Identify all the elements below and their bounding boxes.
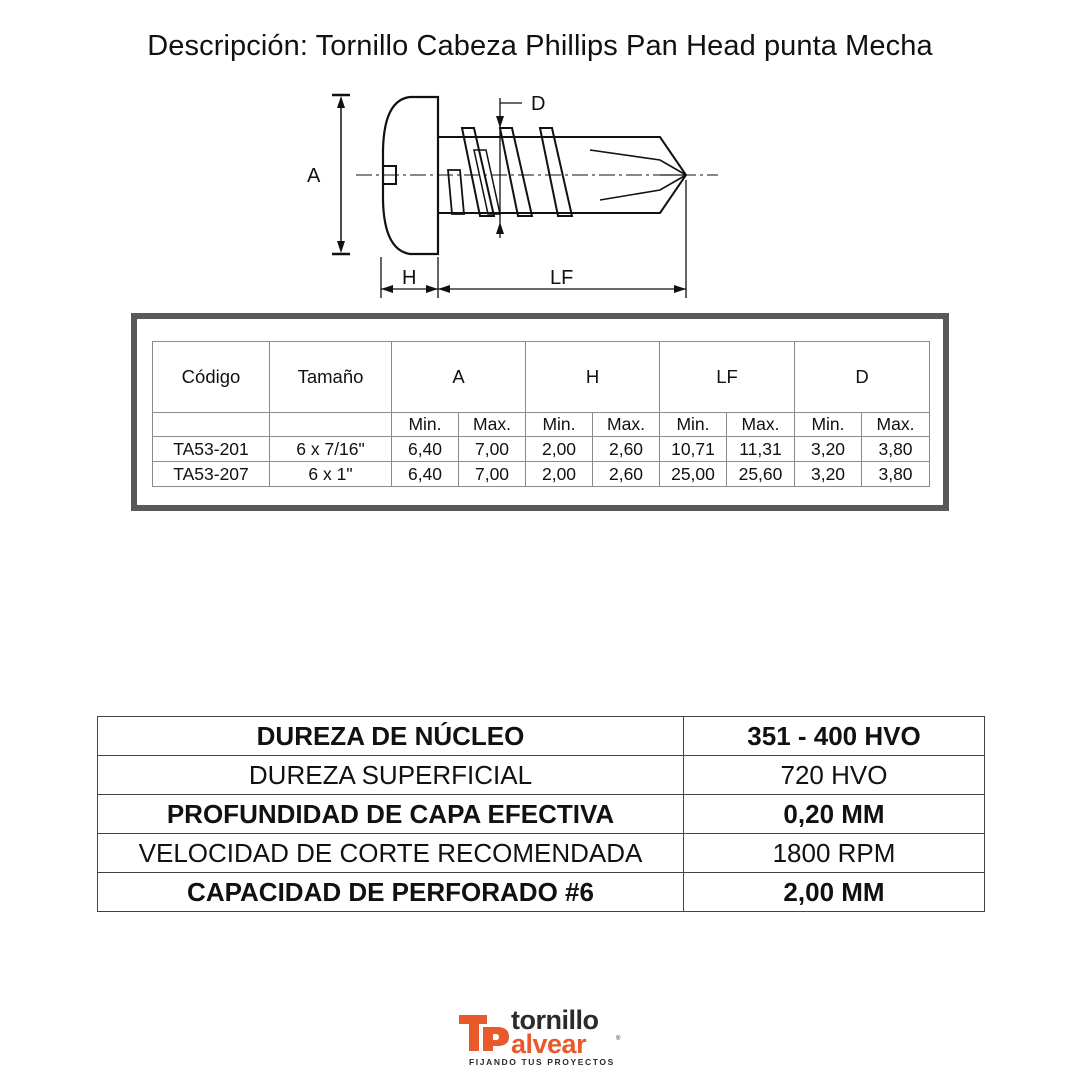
- table-cell: 6,40: [392, 462, 459, 487]
- subheader-cell: Max.: [459, 413, 526, 437]
- properties-table: [97, 716, 985, 912]
- table-cell: 2,00: [526, 437, 593, 462]
- header-h: H: [526, 342, 660, 413]
- table-cell: 11,31: [727, 437, 795, 462]
- dim-label-d: D: [531, 93, 546, 115]
- spec-table: [152, 341, 930, 487]
- header-lf: LF: [660, 342, 795, 413]
- dim-label-lf: LF: [550, 267, 574, 289]
- property-row: [98, 717, 985, 756]
- property-label: DUREZA DE NÚCLEO: [98, 717, 684, 756]
- subheader-cell: Max.: [593, 413, 660, 437]
- subheader-cell: Min.: [795, 413, 862, 437]
- property-label: CAPACIDAD DE PERFORADO #6: [98, 873, 684, 912]
- subheader-cell: Min.: [526, 413, 593, 437]
- property-label: DUREZA SUPERFICIAL: [98, 756, 684, 795]
- subheader-cell: Min.: [392, 413, 459, 437]
- property-row: [98, 873, 985, 912]
- table-cell: 3,20: [795, 462, 862, 487]
- property-label: VELOCIDAD DE CORTE RECOMENDADA: [98, 834, 684, 873]
- spec-subheader-row: [153, 413, 930, 437]
- table-cell: TA53-207: [153, 462, 270, 487]
- logo-registered-mark: ®: [616, 1036, 621, 1042]
- property-value: 0,20 MM: [684, 795, 985, 834]
- logo-mark-icon: [457, 1013, 513, 1055]
- table-row: [153, 462, 930, 487]
- dim-label-a: A: [307, 165, 321, 187]
- header-d: D: [795, 342, 930, 413]
- table-cell: 2,00: [526, 462, 593, 487]
- table-cell: 25,60: [727, 462, 795, 487]
- property-value: 351 - 400 HVO: [684, 717, 985, 756]
- table-cell: 3,20: [795, 437, 862, 462]
- table-cell: 3,80: [862, 462, 930, 487]
- property-row: [98, 756, 985, 795]
- screw-drawing: [290, 85, 730, 300]
- table-cell: 25,00: [660, 462, 727, 487]
- table-cell: 3,80: [862, 437, 930, 462]
- table-cell: 10,71: [660, 437, 727, 462]
- logo-word-alvear: alvear: [511, 1029, 587, 1059]
- header-tamano: Tamaño: [270, 342, 392, 413]
- dim-label-h: H: [402, 267, 417, 289]
- property-row: [98, 795, 985, 834]
- subheader-cell: Max.: [727, 413, 795, 437]
- subheader-cell: Min.: [660, 413, 727, 437]
- table-cell: 2,60: [593, 462, 660, 487]
- table-cell: 7,00: [459, 437, 526, 462]
- table-cell: 6 x 1": [270, 462, 392, 487]
- table-cell: 7,00: [459, 462, 526, 487]
- logo-word-tornillo: tornillo: [511, 1005, 599, 1035]
- property-value: 720 HVO: [684, 756, 985, 795]
- logo-tagline: FIJANDO TUS PROYECTOS: [469, 1057, 615, 1067]
- page-title: Descripción: Tornillo Cabeza Phillips Pan Head punta Mecha: [147, 30, 933, 62]
- property-label: PROFUNDIDAD DE CAPA EFECTIVA: [98, 795, 684, 834]
- table-row: [153, 437, 930, 462]
- brand-logo: [455, 1005, 635, 1075]
- table-cell: 6,40: [392, 437, 459, 462]
- spec-header-row: [153, 342, 930, 413]
- header-codigo: Código: [153, 342, 270, 413]
- header-a: A: [392, 342, 526, 413]
- table-cell: 2,60: [593, 437, 660, 462]
- property-row: [98, 834, 985, 873]
- table-cell: TA53-201: [153, 437, 270, 462]
- table-cell: 6 x 7/16": [270, 437, 392, 462]
- property-value: 1800 RPM: [684, 834, 985, 873]
- subheader-cell: Max.: [862, 413, 930, 437]
- property-value: 2,00 MM: [684, 873, 985, 912]
